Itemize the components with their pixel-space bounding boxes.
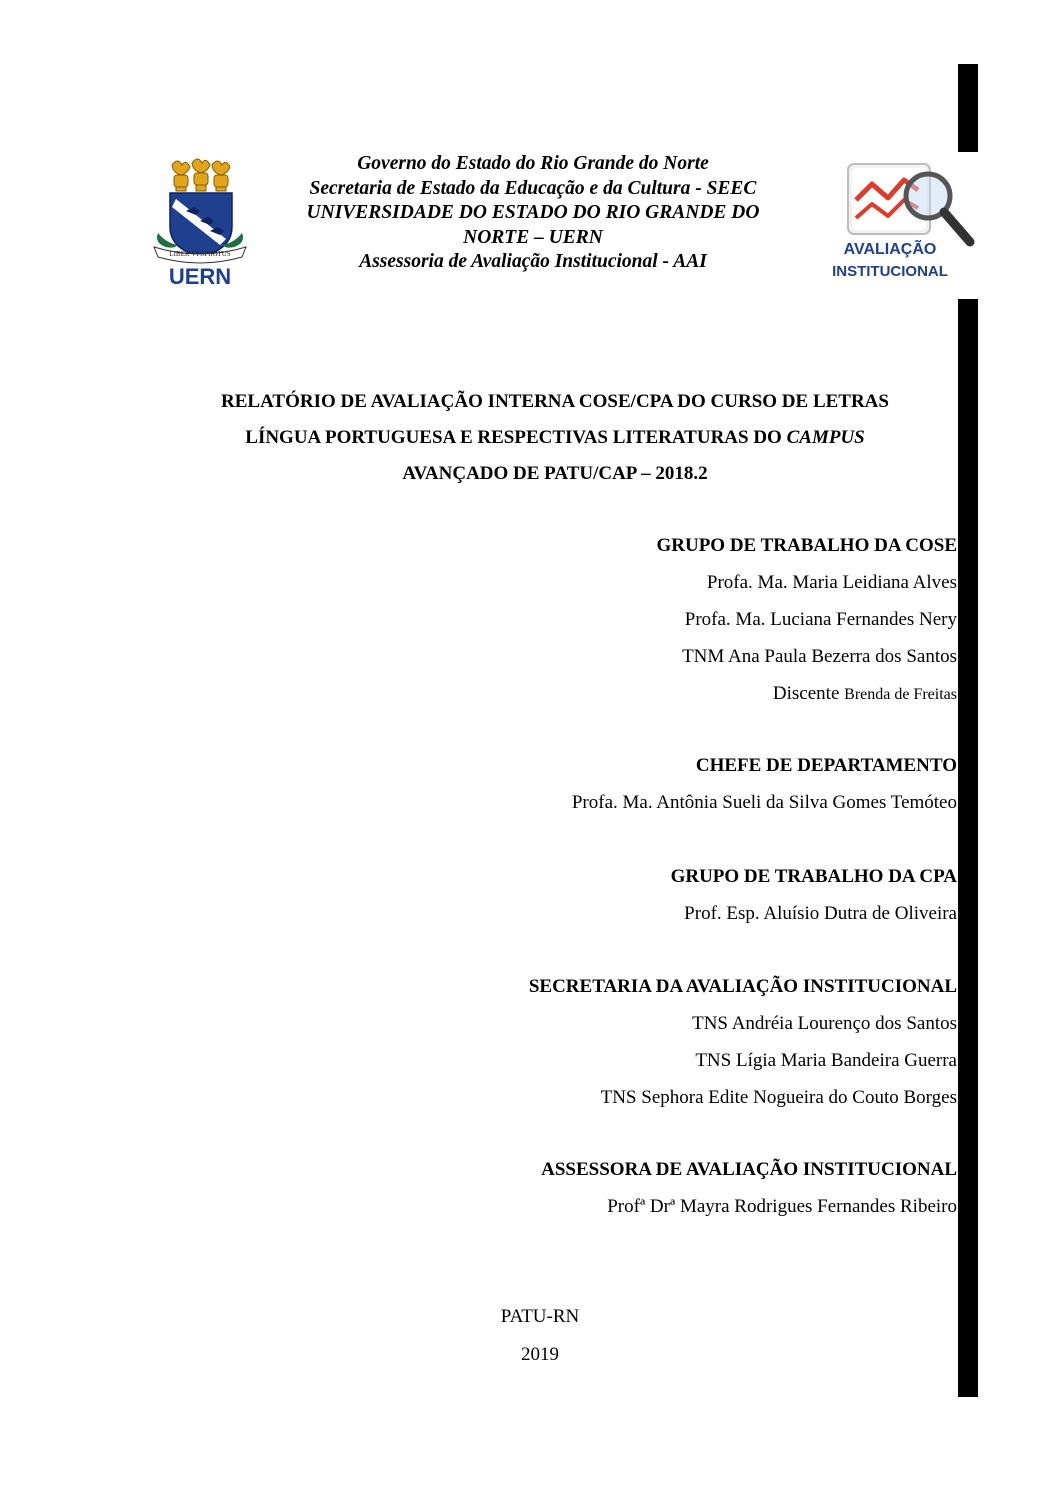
- uern-logo: [150, 155, 250, 290]
- report-title-line2-text: LÍNGUA PORTUGUESA E RESPECTIVAS LITERATURAS DO: [245, 427, 787, 448]
- member-name: TNS Andréia Lourenço dos Santos: [692, 1013, 957, 1034]
- member-name: TNS Lígia Maria Bandeira Guerra: [695, 1050, 957, 1071]
- header-line-secretariat: Secretaria de Estado da Educação e da Cultura - SEEC: [309, 177, 757, 199]
- report-title-line3: AVANÇADO DE PATU/CAP – 2018.2: [402, 463, 708, 484]
- svg-text:INSTITUCIONAL: INSTITUCIONAL: [832, 263, 948, 280]
- section-heading: ASSESSORA DE AVALIAÇÃO INSTITUCIONAL: [541, 1159, 957, 1180]
- member-name: TNM Ana Paula Bezerra dos Santos: [682, 646, 957, 667]
- member-name: Prof. Esp. Aluísio Dutra de Oliveira: [684, 903, 957, 924]
- aai-logo: [828, 160, 978, 285]
- footer-year: 2019: [521, 1344, 559, 1365]
- section-cose: [656, 528, 957, 713]
- report-title-line2: [120, 420, 990, 456]
- section-cpa: [671, 859, 957, 932]
- svg-text:UERN: UERN: [168, 264, 232, 289]
- member-name: Profª Drª Mayra Rodrigues Fernandes Ribeiro: [607, 1196, 957, 1217]
- footer: [455, 1298, 625, 1374]
- member-name: TNS Sephora Edite Nogueira do Couto Borges: [600, 1087, 957, 1108]
- section-heading: GRUPO DE TRABALHO DA COSE: [656, 535, 957, 556]
- header-line-university: UNIVERSIDADE DO ESTADO DO RIO GRANDE DO: [306, 202, 760, 223]
- section-secretaria: [529, 969, 957, 1116]
- header-line-aai: Assessoria de Avaliação Institucional - AAI: [359, 251, 707, 272]
- section-assessora: [541, 1152, 957, 1225]
- svg-text:AVALIAÇÃO: AVALIAÇÃO: [843, 241, 937, 258]
- section-chefe: [572, 748, 957, 821]
- footer-city: PATU-RN: [500, 1306, 580, 1327]
- header-line-government: Governo do Estado do Rio Grande do Norte: [357, 153, 709, 174]
- member-name: Profa. Ma. Maria Leidiana Alves: [706, 572, 957, 593]
- svg-text:LIBER VI SPIRITUS: LIBER VI SPIRITUS: [169, 250, 231, 258]
- member-name: Profa. Ma. Luciana Fernandes Nery: [684, 609, 957, 630]
- section-heading: SECRETARIA DA AVALIAÇÃO INSTITUCIONAL: [528, 976, 957, 997]
- institution-header: [270, 152, 796, 275]
- member-student: [656, 675, 957, 713]
- report-title-campus: CAMPUS: [786, 427, 865, 448]
- report-title-line1: RELATÓRIO DE AVALIAÇÃO INTERNA COSE/CPA DO CURSO DE LETRAS: [221, 391, 889, 412]
- section-heading: CHEFE DE DEPARTAMENTO: [695, 755, 957, 776]
- student-name: Brenda de Freitas: [844, 686, 957, 703]
- report-title: [120, 384, 990, 492]
- student-prefix: Discente: [772, 683, 845, 704]
- section-heading: GRUPO DE TRABALHO DA CPA: [670, 866, 957, 887]
- header-line-university-cont: NORTE – UERN: [463, 226, 603, 248]
- member-name: Profa. Ma. Antônia Sueli da Silva Gomes Temóteo: [571, 792, 957, 813]
- magnifier-chart-icon: [828, 160, 978, 285]
- uern-coat-of-arms-icon: [150, 155, 250, 290]
